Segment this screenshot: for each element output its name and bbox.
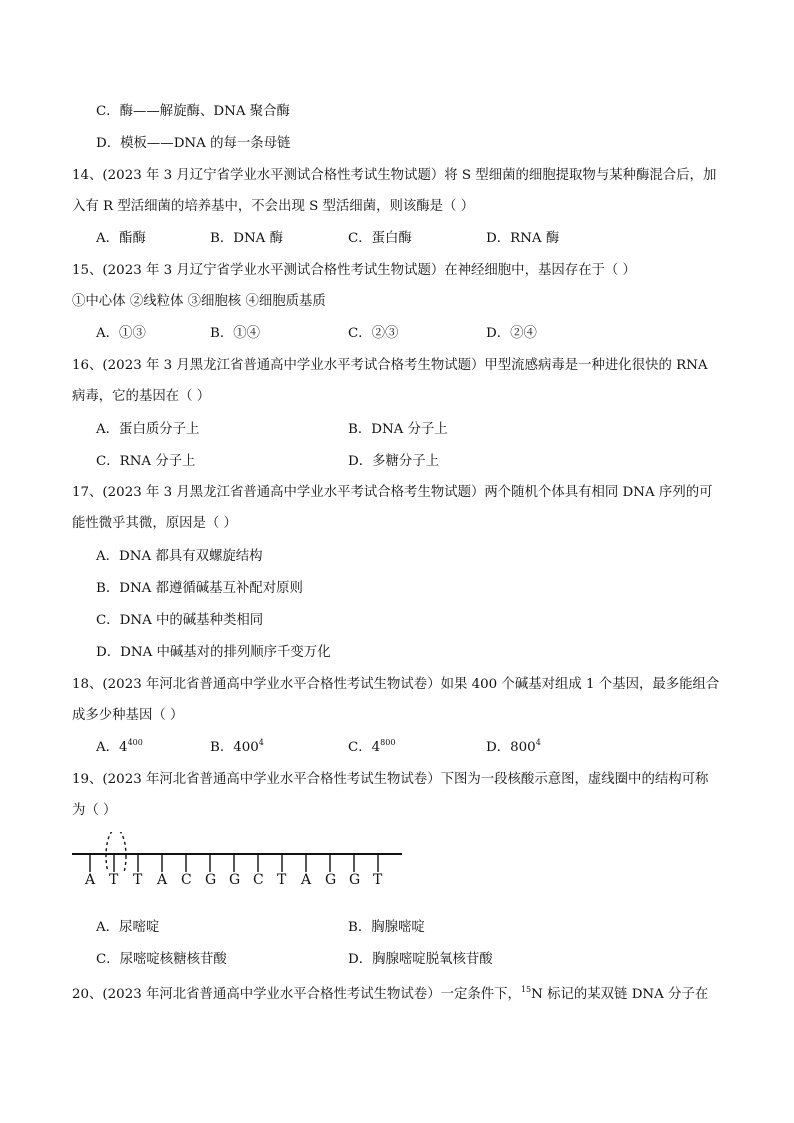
q17-option-b: B．DNA 都遵循碱基互补配对原则 xyxy=(96,581,303,596)
q15-choices: ①中心体 ②线粒体 ③细胞核 ④细胞质基质 xyxy=(72,294,326,309)
q14-option-c: C．蛋白酶 xyxy=(348,231,412,246)
base-letter: T xyxy=(133,872,143,888)
q13-option-c: C．酶——解旋酶、DNA 聚合酶 xyxy=(96,104,290,119)
base-letter: C xyxy=(253,872,264,888)
q19-option-a: A．尿嘧啶 xyxy=(96,920,160,935)
base-letter: G xyxy=(325,872,337,888)
q13-option-d: D．模板——DNA 的每一条母链 xyxy=(96,136,291,151)
q17-option-d: D．DNA 中碱基对的排列顺序千变万化 xyxy=(96,645,331,660)
q16-stem-line2: 病毒，它的基因在（ ） xyxy=(72,389,211,404)
q18-option-b: B．$400^4$ xyxy=(210,738,264,755)
base-letter: T xyxy=(277,872,287,888)
q18-stem-line1: 18、(2023 年河北省普通高中学业水平合格性考试生物试卷）如果 400 个碱基对组成 1 个基因，最多能组合 xyxy=(72,677,720,692)
q15-option-a: A．①③ xyxy=(96,326,146,341)
dashed-circle xyxy=(106,832,126,872)
q17-option-c: C．DNA 中的碱基种类相同 xyxy=(96,613,264,628)
q18-option-c: C．$4^{800}$ xyxy=(348,738,396,755)
q18-stem-line2: 成多少种基因（ ） xyxy=(72,708,184,723)
q15-option-c: C．②③ xyxy=(348,326,399,341)
base-letter: A xyxy=(157,872,168,888)
base-letter: T xyxy=(373,872,383,888)
q19-stem-line1: 19、(2023 年河北省普通高中学业水平合格性考试生物试卷）下图为一段核酸示意图，虚线圈中的结构可称 xyxy=(72,772,709,787)
base-letter: A xyxy=(85,872,96,888)
q15-stem: 15、(2023 年 3 月辽宁省学业水平测试合格性考试生物试题）在神经细胞中，基因存在于（ ） xyxy=(72,263,636,278)
q14-stem-line2: 入有 R 型活细菌的培养基中，不会出现 S 型活细菌，则该酶是（ ） xyxy=(72,199,475,214)
q17-stem-line2: 能性微乎其微，原因是（ ） xyxy=(72,516,237,531)
q16-option-a: A．蛋白质分子上 xyxy=(96,422,200,437)
base-letter: G xyxy=(229,872,241,888)
base-letter: G xyxy=(205,872,217,888)
base-letter: T xyxy=(109,872,119,888)
q15-option-d: D．②④ xyxy=(486,326,537,341)
q14-option-d: D．RNA 酶 xyxy=(486,231,560,246)
q19-option-b: B．胸腺嘧啶 xyxy=(348,920,425,935)
nucleic-acid-backbone xyxy=(72,832,412,872)
q18-option-d: D．$800^4$ xyxy=(486,738,541,755)
q20-stem-line1: 20、(2023 年河北省普通高中学业水平合格性考试生物试卷）一定条件下，$^{15}$N 标记的某双链 DNA 分子在 xyxy=(72,985,709,1002)
q14-option-a: A．酯酶 xyxy=(96,231,146,246)
q17-stem-line1: 17、(2023 年 3 月黑龙江省普通高中学业水平考试合格考生物试题）两个随机个体具有相同 DNA 序列的可 xyxy=(72,485,713,500)
base-letter: C xyxy=(181,872,192,888)
q16-option-d: D．多糖分子上 xyxy=(348,454,440,469)
base-letter: G xyxy=(349,872,361,888)
q14-option-b: B．DNA 酶 xyxy=(210,231,284,246)
q17-option-a: A．DNA 都具有双螺旋结构 xyxy=(96,549,263,564)
q16-option-b: B．DNA 分子上 xyxy=(348,422,448,437)
q18-option-a: A．$4^{400}$ xyxy=(96,738,143,755)
base-letter: A xyxy=(301,872,312,888)
q16-option-c: C．RNA 分子上 xyxy=(96,454,196,469)
q19-stem-line2: 为（ ） xyxy=(72,803,117,818)
q14-stem-line1: 14、(2023 年 3 月辽宁省学业水平测试合格性考试生物试题）将 S 型细菌的细胞提取物与某种酶混合后，加 xyxy=(72,168,717,183)
q19-option-c: C．尿嘧啶核糖核苷酸 xyxy=(96,952,227,967)
q15-option-b: B．①④ xyxy=(210,326,261,341)
q19-option-d: D．胸腺嘧啶脱氧核苷酸 xyxy=(348,952,493,967)
q16-stem-line1: 16、(2023 年 3 月黑龙江省普通高中学业水平考试合格考生物试题）甲型流感病毒是一种进化很快的 RNA xyxy=(72,358,708,373)
nucleic-acid-diagram xyxy=(72,832,412,892)
